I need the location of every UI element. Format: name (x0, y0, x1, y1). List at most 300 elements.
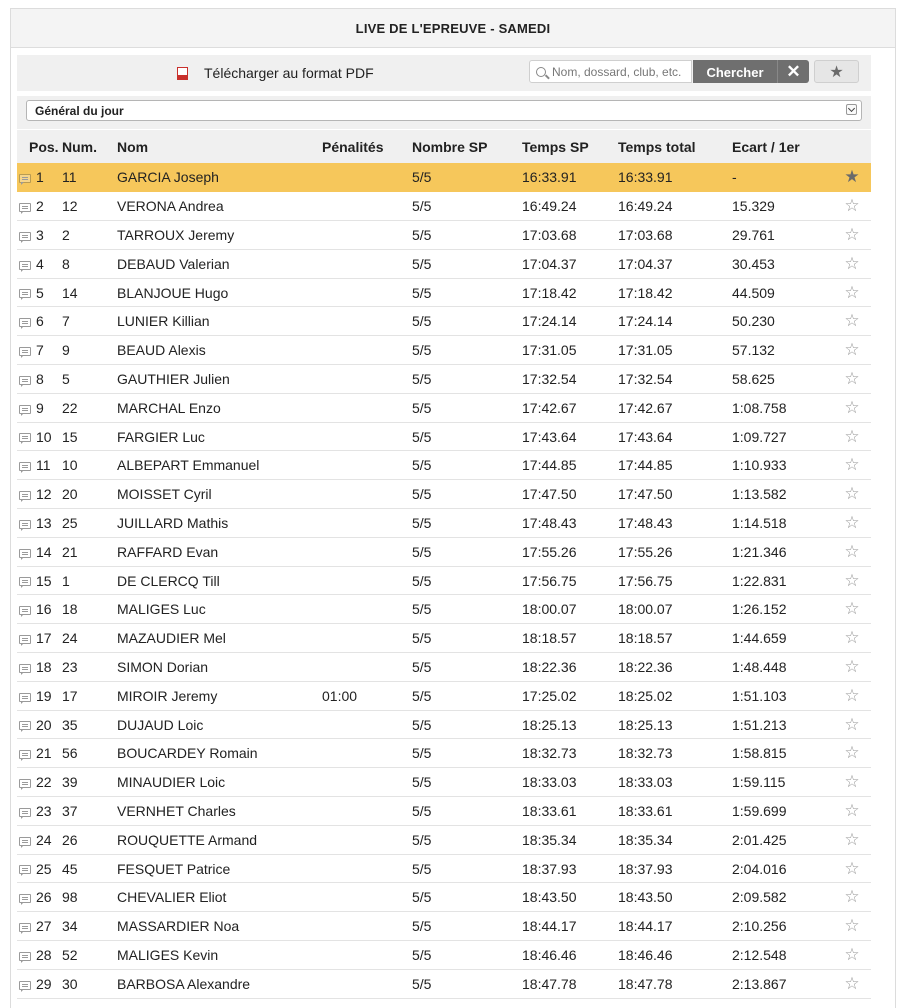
cell-nom: LUNIER Killian (117, 313, 210, 330)
cell-penalites (322, 797, 412, 826)
col-header-temps-sp[interactable]: Temps SP (522, 138, 589, 155)
cell-num: 98 (62, 889, 78, 906)
cell-temps-sp: 17:03.68 (522, 226, 577, 243)
cell-num: 52 (62, 946, 78, 963)
cell-pos (17, 825, 62, 854)
cell-pos (17, 422, 62, 451)
favorite-star-icon[interactable]: ☆ (844, 800, 860, 820)
cell-ecart: 30.453 (732, 255, 775, 272)
cell-nom: CHEVALIER Eliot (117, 889, 227, 906)
favorite-star-icon[interactable]: ☆ (844, 484, 860, 504)
cell-num: 21 (62, 543, 78, 560)
cell-num: 10 (62, 457, 78, 474)
table-row[interactable] (17, 192, 871, 221)
cell-num: 18 (62, 601, 78, 618)
cell-temps-total: 17:56.75 (618, 572, 673, 589)
cell-temps-sp: 18:47.78 (522, 975, 577, 992)
favorite-star-icon[interactable]: ☆ (844, 282, 860, 302)
cell-pos (17, 480, 62, 509)
cell-temps-total: 18:25.02 (618, 687, 673, 704)
cell-nombre-sp: 5/5 (412, 543, 432, 560)
position-value: 12 (36, 486, 52, 503)
cell-nombre-sp: 5/5 (412, 745, 432, 762)
favorite-star-icon[interactable]: ☆ (844, 570, 860, 590)
comment-icon[interactable] (19, 232, 31, 241)
cell-ecart: 29.761 (732, 226, 775, 243)
results-table (17, 130, 871, 999)
cell-nombre-sp: 5/5 (412, 658, 432, 675)
cell-temps-sp: 18:46.46 (522, 946, 577, 963)
favorite-star-icon[interactable]: ☆ (844, 743, 860, 763)
favorite-star-icon[interactable]: ☆ (844, 455, 860, 475)
cell-nombre-sp: 5/5 (412, 226, 432, 243)
cell-ecart: 57.132 (732, 342, 775, 359)
cell-nombre-sp: 5/5 (412, 860, 432, 877)
cell-pos (17, 941, 62, 970)
col-header-penalites[interactable]: Pénalités (322, 138, 384, 155)
cell-ecart: 1:59.115 (732, 774, 786, 791)
position-value: 18 (36, 658, 52, 675)
cell-nombre-sp: 5/5 (412, 370, 432, 387)
cell-ecart: 1:48.448 (732, 658, 787, 675)
cell-temps-sp: 17:25.02 (522, 687, 577, 704)
cell-temps-total: 18:32.73 (618, 745, 673, 762)
cell-temps-total: 16:33.91 (618, 169, 673, 186)
table-header (17, 130, 871, 163)
cell-nombre-sp: 5/5 (412, 601, 432, 618)
cell-nombre-sp: 5/5 (412, 428, 432, 445)
position-value: 28 (36, 946, 52, 963)
position-value: 26 (36, 889, 52, 906)
cell-pos (17, 537, 62, 566)
cell-ecart: 1:44.659 (732, 630, 787, 647)
position-value: 11 (36, 457, 51, 474)
chevron-down-icon (846, 104, 857, 115)
comment-icon[interactable] (19, 433, 31, 442)
cell-nombre-sp: 5/5 (412, 975, 432, 992)
cell-temps-total: 18:37.93 (618, 860, 673, 877)
comment-icon[interactable] (19, 635, 31, 644)
cell-pos (17, 509, 62, 538)
cell-penalites (322, 307, 412, 336)
table-row[interactable] (17, 249, 871, 278)
position-value: 7 (36, 342, 44, 359)
cell-nom: GARCIA Joseph (117, 169, 219, 186)
clear-search-button[interactable] (777, 60, 809, 83)
cell-ecart: 2:12.548 (732, 946, 787, 963)
cell-ecart: 1:51.103 (732, 687, 787, 704)
table-row[interactable] (17, 365, 871, 394)
cell-temps-sp: 18:22.36 (522, 658, 577, 675)
cell-nom: SIMON Dorian (117, 658, 209, 675)
cell-num: 56 (62, 745, 78, 762)
cell-temps-total: 18:46.46 (618, 946, 673, 963)
pdf-file-icon (177, 67, 188, 80)
cell-temps-sp: 17:31.05 (522, 342, 577, 359)
position-value: 1 (36, 169, 44, 186)
comment-icon[interactable] (19, 606, 31, 615)
cell-temps-total: 17:42.67 (618, 399, 673, 416)
comment-icon[interactable] (19, 923, 31, 932)
cell-nom: ALBEPART Emmanuel (117, 457, 260, 474)
table-row[interactable] (17, 509, 871, 538)
cell-nombre-sp: 5/5 (412, 774, 432, 791)
cell-ecart: 2:13.867 (732, 975, 787, 992)
favorite-star-icon[interactable]: ☆ (844, 628, 860, 648)
favorite-star-icon[interactable]: ☆ (844, 426, 860, 446)
cell-penalites: 01:00 (322, 687, 358, 704)
comment-icon[interactable] (19, 779, 31, 788)
cell-ecart: 50.230 (732, 313, 775, 330)
cell-temps-sp: 17:48.43 (522, 514, 577, 531)
comment-icon[interactable] (19, 808, 31, 817)
comment-icon[interactable] (19, 318, 31, 327)
favorite-star-icon[interactable]: ☆ (844, 944, 860, 964)
cell-pos (17, 854, 62, 883)
table-row[interactable] (17, 969, 871, 998)
cell-temps-sp: 17:24.14 (522, 313, 577, 330)
cell-penalites (322, 509, 412, 538)
favorite-star-icon[interactable]: ☆ (844, 311, 860, 331)
comment-icon[interactable] (19, 837, 31, 846)
position-value: 21 (36, 745, 52, 762)
cell-penalites (322, 595, 412, 624)
cell-num: 25 (62, 514, 78, 531)
col-header-nom[interactable]: Nom (117, 138, 149, 155)
cell-nombre-sp: 5/5 (412, 889, 432, 906)
ranking-select[interactable] (26, 100, 862, 121)
cell-pos (17, 768, 62, 797)
cell-nom: MIROIR Jeremy (117, 687, 218, 704)
comment-icon[interactable] (19, 347, 31, 356)
cell-num: 2 (62, 226, 70, 243)
favorite-star-icon[interactable]: ☆ (844, 541, 860, 561)
favorite-star-icon[interactable]: ★ (844, 167, 860, 187)
comment-icon[interactable] (19, 750, 31, 759)
table-row[interactable] (17, 336, 871, 365)
cell-temps-total: 17:24.14 (618, 313, 673, 330)
cell-penalites (322, 825, 412, 854)
cell-temps-total: 18:00.07 (618, 601, 673, 618)
cell-penalites (322, 192, 412, 221)
comment-icon[interactable] (19, 491, 31, 500)
cell-nombre-sp: 5/5 (412, 687, 432, 704)
comment-icon[interactable] (19, 865, 31, 874)
table-row[interactable] (17, 883, 871, 912)
cell-num: 23 (62, 658, 78, 675)
col-header-num[interactable]: Num. (62, 138, 97, 155)
cell-penalites (322, 451, 412, 480)
cell-penalites (322, 163, 412, 192)
table-row[interactable] (17, 854, 871, 883)
cell-nom: DEBAUD Valerian (117, 255, 230, 272)
table-row[interactable] (17, 480, 871, 509)
cell-nombre-sp: 5/5 (412, 313, 432, 330)
cell-ecart: 1:51.213 (732, 716, 787, 733)
cell-ecart: - (732, 169, 737, 186)
cell-num: 35 (62, 716, 78, 733)
comment-icon[interactable] (19, 289, 31, 298)
comment-icon[interactable] (19, 405, 31, 414)
comment-icon[interactable] (19, 174, 31, 183)
cell-num: 11 (62, 169, 77, 186)
cell-temps-total: 17:55.26 (618, 543, 673, 560)
position-value: 8 (36, 370, 44, 387)
cell-temps-total: 18:33.61 (618, 802, 673, 819)
cell-nombre-sp: 5/5 (412, 342, 432, 359)
cell-nombre-sp: 5/5 (412, 255, 432, 272)
cell-penalites (322, 365, 412, 394)
position-value: 29 (36, 975, 52, 992)
cell-pos (17, 163, 62, 192)
cell-pos (17, 192, 62, 221)
comment-icon[interactable] (19, 693, 31, 702)
table-row[interactable] (17, 941, 871, 970)
cell-pos (17, 336, 62, 365)
favorite-star-icon[interactable]: ☆ (844, 973, 860, 993)
cell-penalites (322, 941, 412, 970)
cell-temps-total: 17:44.85 (618, 457, 673, 474)
cell-penalites (322, 278, 412, 307)
comment-icon[interactable] (19, 952, 31, 961)
comment-icon[interactable] (19, 376, 31, 385)
cell-pos (17, 278, 62, 307)
cell-temps-sp: 17:55.26 (522, 543, 577, 560)
cell-penalites (322, 912, 412, 941)
cell-pos (17, 624, 62, 653)
cell-nombre-sp: 5/5 (412, 169, 432, 186)
cell-penalites (322, 969, 412, 998)
cell-num: 26 (62, 831, 78, 848)
cell-temps-total: 17:48.43 (618, 514, 673, 531)
position-value: 20 (36, 716, 52, 733)
favorite-star-icon[interactable]: ☆ (844, 772, 860, 792)
favorite-star-icon[interactable]: ☆ (844, 224, 860, 244)
cell-nom: FARGIER Luc (117, 428, 205, 445)
position-value: 25 (36, 860, 52, 877)
position-value: 14 (36, 543, 52, 560)
favorite-star-icon[interactable]: ☆ (844, 340, 860, 360)
table-row[interactable] (17, 451, 871, 480)
search-box[interactable] (529, 60, 692, 83)
favorite-star-icon[interactable]: ☆ (844, 512, 860, 532)
table-row[interactable] (17, 307, 871, 336)
cell-nom: MAZAUDIER Mel (117, 630, 226, 647)
cell-nom: GAUTHIER Julien (117, 370, 230, 387)
position-value: 3 (36, 226, 44, 243)
cell-num: 37 (62, 802, 78, 819)
table-row[interactable] (17, 422, 871, 451)
cell-temps-total: 17:03.68 (618, 226, 673, 243)
cell-num: 1 (62, 572, 70, 589)
cell-temps-total: 17:18.42 (618, 284, 673, 301)
cell-temps-total: 17:04.37 (618, 255, 673, 272)
cell-nom: BLANJOUE Hugo (117, 284, 229, 301)
cell-ecart: 1:14.518 (732, 514, 787, 531)
favorite-star-icon[interactable]: ☆ (844, 685, 860, 705)
cell-nombre-sp: 5/5 (412, 630, 432, 647)
comment-icon[interactable] (19, 261, 31, 270)
cell-temps-sp: 18:25.13 (522, 716, 577, 733)
cell-temps-total: 17:32.54 (618, 370, 673, 387)
table-row[interactable] (17, 163, 871, 192)
cell-temps-sp: 18:33.61 (522, 802, 577, 819)
table-row[interactable] (17, 595, 871, 624)
cell-temps-sp: 17:47.50 (522, 486, 577, 503)
cell-pos (17, 249, 62, 278)
cell-nom: MARCHAL Enzo (117, 399, 221, 416)
comment-icon[interactable] (19, 721, 31, 730)
favorite-star-icon[interactable]: ☆ (844, 916, 860, 936)
favorite-star-icon[interactable]: ☆ (844, 196, 860, 216)
position-value: 5 (36, 284, 44, 301)
search-button[interactable]: Chercher (693, 60, 777, 83)
table-row[interactable] (17, 278, 871, 307)
cell-temps-total: 18:22.36 (618, 658, 673, 675)
search-input[interactable] (552, 65, 692, 79)
comment-icon[interactable] (19, 203, 31, 212)
cell-temps-total: 18:33.03 (618, 774, 673, 791)
cell-nombre-sp: 5/5 (412, 284, 432, 301)
cell-num: 45 (62, 860, 78, 877)
cell-nom: VERONA Andrea (117, 198, 224, 215)
cell-nom: BOUCARDEY Romain (117, 745, 258, 762)
table-row[interactable] (17, 393, 871, 422)
comment-icon[interactable] (19, 462, 31, 471)
col-header-temps-total[interactable]: Temps total (618, 138, 696, 155)
favorite-star-icon[interactable]: ☆ (844, 714, 860, 734)
table-row[interactable] (17, 768, 871, 797)
favorite-star-icon[interactable]: ☆ (844, 829, 860, 849)
cell-pos (17, 912, 62, 941)
table-row[interactable] (17, 681, 871, 710)
comment-icon[interactable] (19, 664, 31, 673)
cell-pos (17, 969, 62, 998)
cell-temps-sp: 18:18.57 (522, 630, 577, 647)
cell-temps-sp: 16:33.91 (522, 169, 577, 186)
table-row[interactable] (17, 912, 871, 941)
position-value: 10 (36, 428, 52, 445)
cell-num: 9 (62, 342, 70, 359)
cell-penalites (322, 393, 412, 422)
cell-pos (17, 221, 62, 250)
col-header-ecart[interactable]: Ecart / 1er (732, 138, 800, 155)
favorites-button[interactable] (814, 60, 859, 83)
cell-temps-sp: 18:44.17 (522, 918, 577, 935)
favorite-star-icon[interactable]: ☆ (844, 858, 860, 878)
col-header-pos[interactable]: Pos. (29, 138, 59, 155)
page-title: LIVE DE L'EPREUVE - SAMEDI (11, 9, 895, 48)
cell-penalites (322, 854, 412, 883)
pdf-download-link[interactable] (177, 65, 374, 81)
toolbar (17, 55, 871, 91)
position-value: 4 (36, 255, 44, 272)
cell-nom: RAFFARD Evan (117, 543, 219, 560)
position-value: 2 (36, 198, 44, 215)
cell-num: 20 (62, 486, 78, 503)
pdf-download-label: Télécharger au format PDF (204, 65, 374, 81)
cell-temps-sp: 18:33.03 (522, 774, 577, 791)
table-row[interactable] (17, 221, 871, 250)
cell-nombre-sp: 5/5 (412, 831, 432, 848)
comment-icon[interactable] (19, 520, 31, 529)
cell-nom: BEAUD Alexis (117, 342, 206, 359)
cell-temps-total: 16:49.24 (618, 198, 673, 215)
table-row[interactable] (17, 739, 871, 768)
cell-nombre-sp: 5/5 (412, 572, 432, 589)
comment-icon[interactable] (19, 894, 31, 903)
cell-pos (17, 566, 62, 595)
cell-ecart: 15.329 (732, 198, 775, 215)
cell-pos (17, 883, 62, 912)
cell-penalites (322, 883, 412, 912)
comment-icon[interactable] (19, 981, 31, 990)
table-row[interactable] (17, 624, 871, 653)
filter-bar (17, 96, 871, 129)
table-row[interactable] (17, 825, 871, 854)
cell-nombre-sp: 5/5 (412, 486, 432, 503)
table-row[interactable] (17, 566, 871, 595)
cell-penalites (322, 537, 412, 566)
position-value: 24 (36, 831, 52, 848)
cell-ecart: 1:10.933 (732, 457, 787, 474)
table-row[interactable] (17, 797, 871, 826)
favorite-star-icon[interactable]: ☆ (844, 656, 860, 676)
cell-temps-sp: 17:56.75 (522, 572, 577, 589)
cell-nom: MASSARDIER Noa (117, 918, 240, 935)
cell-temps-total: 18:43.50 (618, 889, 673, 906)
cell-nom: TARROUX Jeremy (117, 226, 235, 243)
table-row[interactable] (17, 653, 871, 682)
cell-nom: VERNHET Charles (117, 802, 236, 819)
col-header-nombre-sp[interactable]: Nombre SP (412, 138, 488, 155)
cell-nombre-sp: 5/5 (412, 946, 432, 963)
cell-penalites (322, 566, 412, 595)
position-value: 19 (36, 687, 52, 704)
cell-temps-total: 17:47.50 (618, 486, 673, 503)
cell-ecart: 1:59.699 (732, 802, 787, 819)
cell-num: 14 (62, 284, 78, 301)
star-icon: ★ (829, 63, 844, 81)
favorite-star-icon[interactable]: ☆ (844, 253, 860, 273)
comment-icon[interactable] (19, 577, 31, 586)
position-value: 15 (36, 572, 52, 589)
cell-num: 15 (62, 428, 78, 445)
cell-pos (17, 797, 62, 826)
cell-temps-sp: 18:32.73 (522, 745, 577, 762)
comment-icon[interactable] (19, 549, 31, 558)
favorite-star-icon[interactable]: ☆ (844, 599, 860, 619)
favorite-star-icon[interactable]: ☆ (844, 368, 860, 388)
table-row[interactable] (17, 537, 871, 566)
cell-temps-sp: 16:49.24 (522, 198, 577, 215)
cell-temps-total: 18:25.13 (618, 716, 673, 733)
cell-nombre-sp: 5/5 (412, 514, 432, 531)
cell-temps-sp: 18:37.93 (522, 860, 577, 877)
position-value: 16 (36, 601, 52, 618)
cell-pos (17, 710, 62, 739)
cell-nom: MINAUDIER Loic (117, 774, 226, 791)
cell-nombre-sp: 5/5 (412, 918, 432, 935)
table-row[interactable] (17, 710, 871, 739)
cell-temps-sp: 17:44.85 (522, 457, 577, 474)
cell-pos (17, 307, 62, 336)
cell-ecart: 2:09.582 (732, 889, 787, 906)
cell-temps-total: 18:35.34 (618, 831, 673, 848)
favorite-star-icon[interactable]: ☆ (844, 887, 860, 907)
cell-pos (17, 595, 62, 624)
favorite-star-icon[interactable]: ☆ (844, 397, 860, 417)
